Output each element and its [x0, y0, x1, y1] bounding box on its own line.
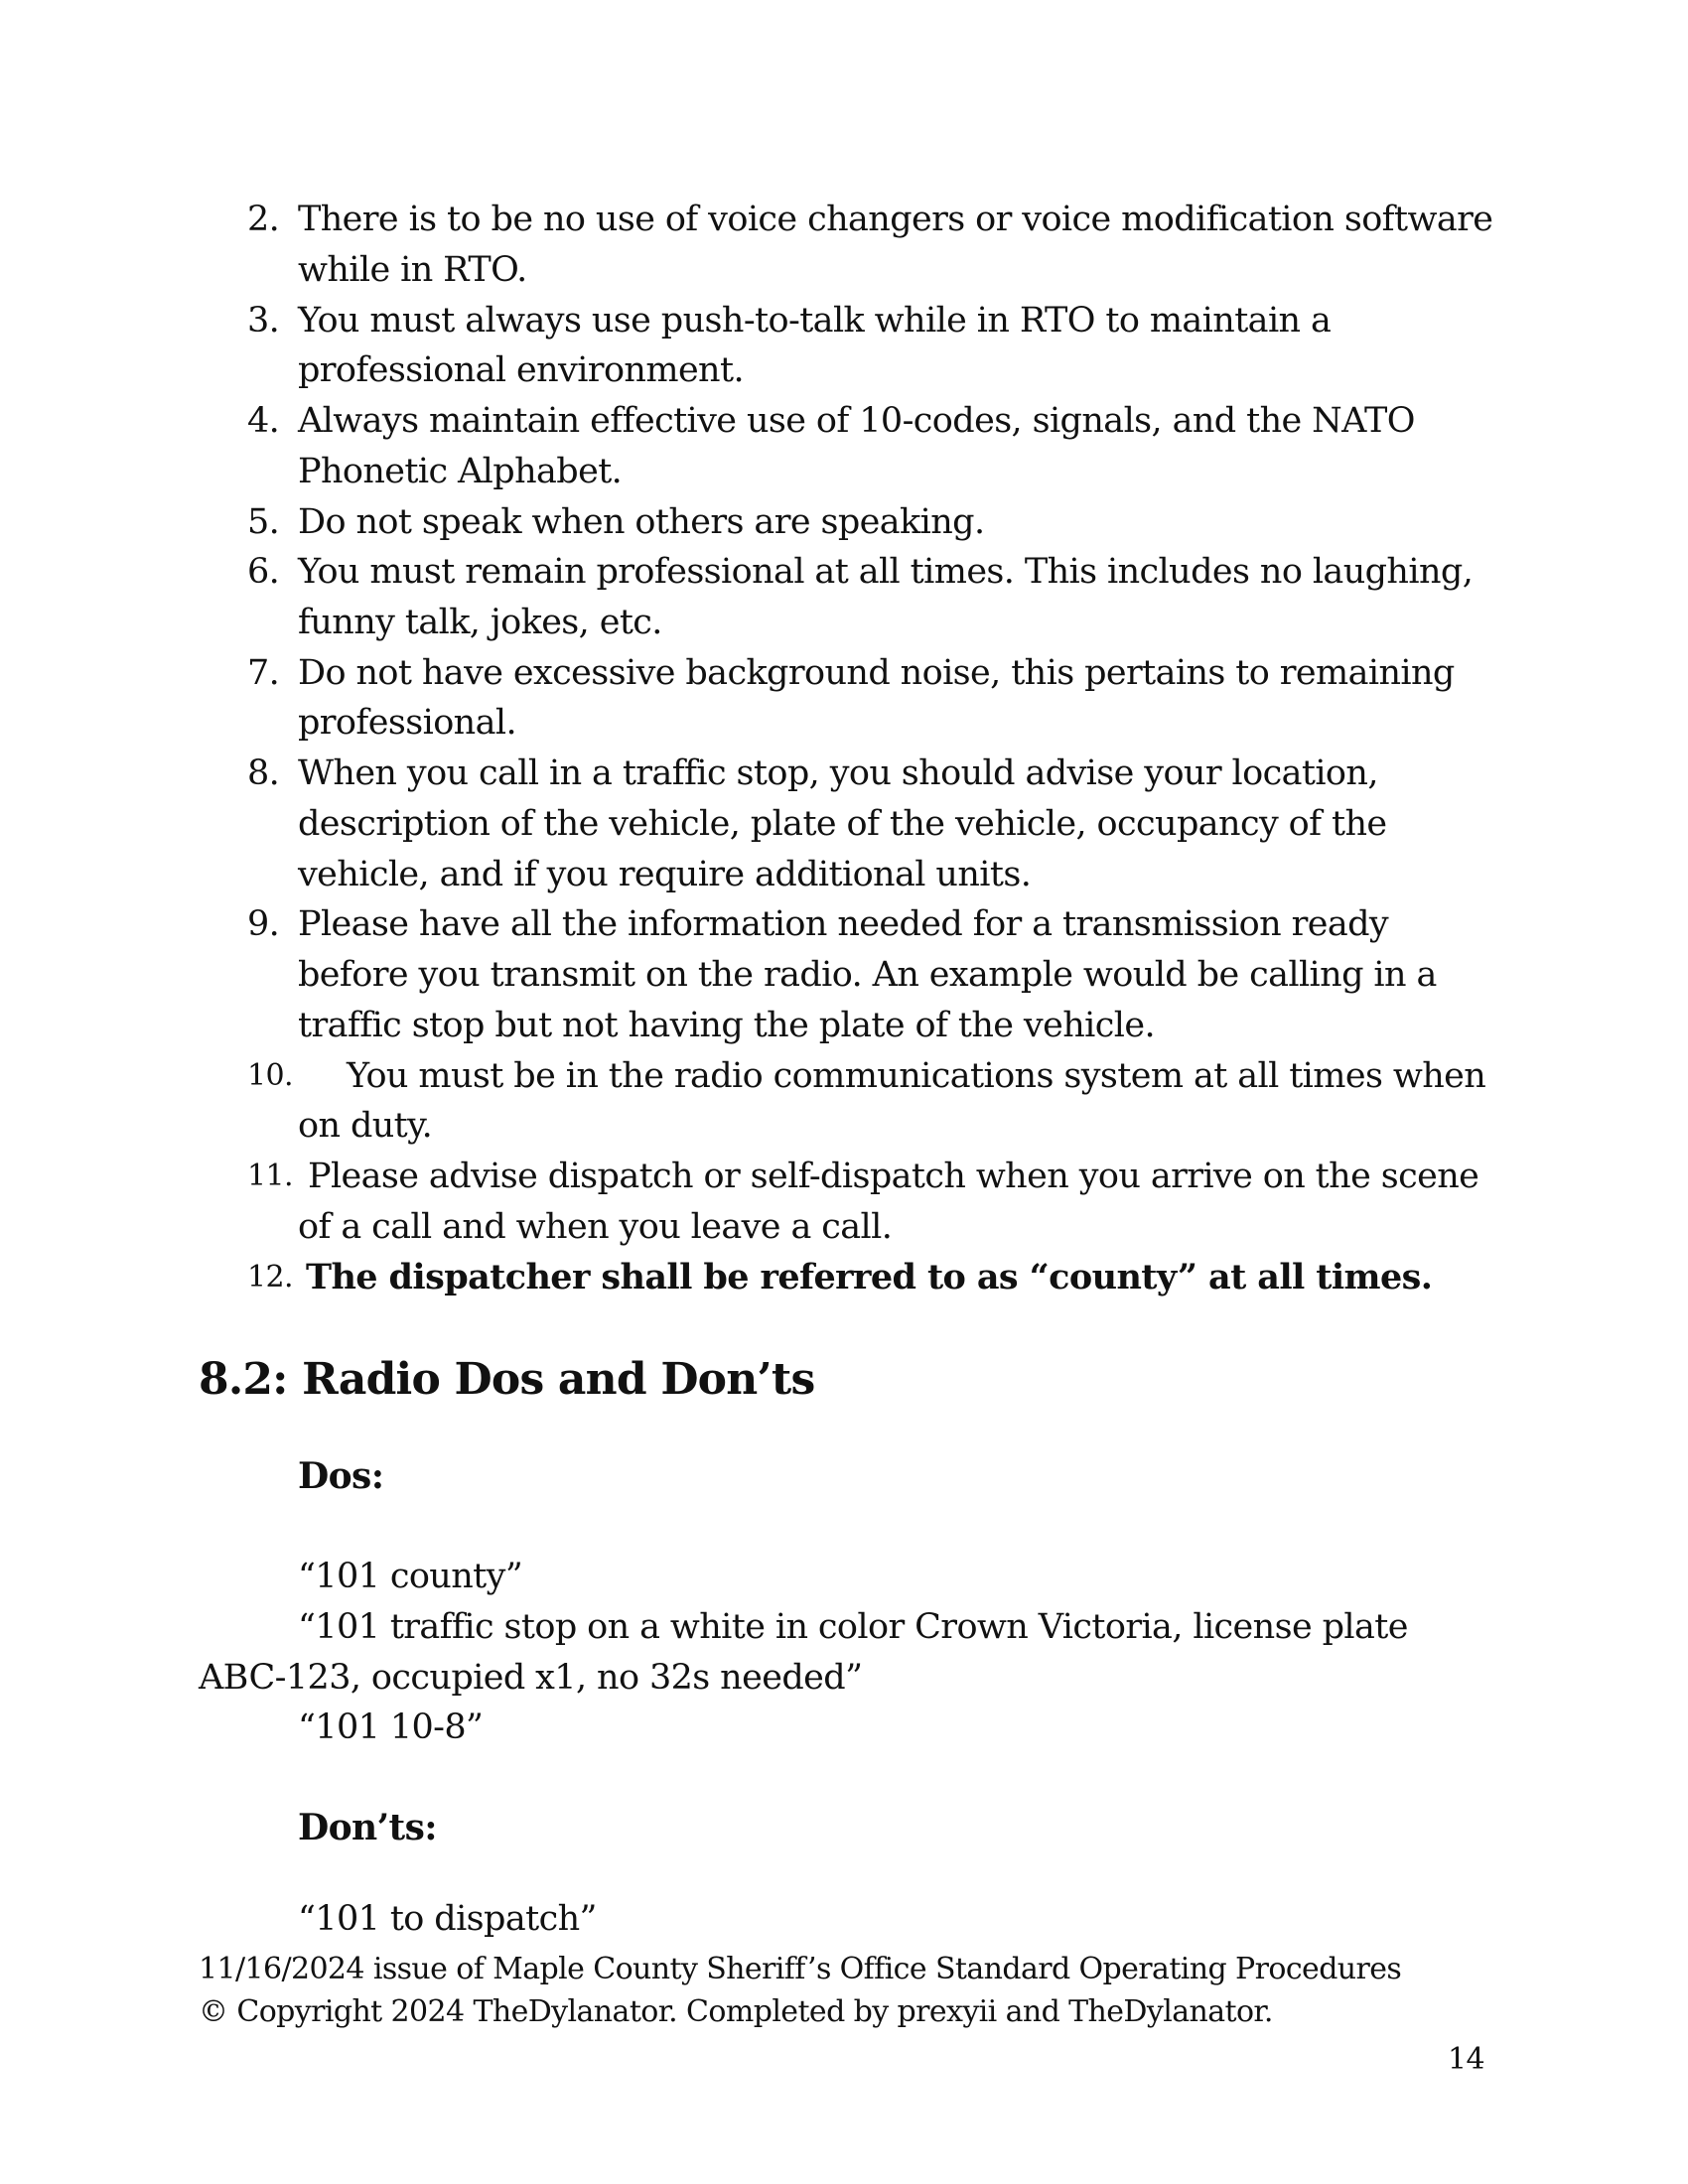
list-item-text: You must remain professional at all times. This includes no laughing, — [298, 552, 1474, 592]
list-item-text: Please advise dispatch or self-dispatch when you arrive on the scene — [308, 1157, 1479, 1196]
list-number: 12. — [247, 1260, 293, 1295]
list-item-text: Do not have excessive background noise, this pertains to remaining — [298, 653, 1455, 693]
list-item-text: while in RTO. — [298, 250, 527, 290]
section-heading: 8.2: Radio Dos and Don’ts — [199, 1354, 815, 1405]
list-number: 6. — [247, 552, 280, 592]
list-number: 11. — [247, 1159, 293, 1193]
list-item-text: Please have all the information needed for a transmission ready — [298, 904, 1389, 944]
list-number: 4. — [247, 401, 280, 441]
list-item-text: professional. — [298, 703, 516, 743]
list-item-text: Phonetic Alphabet. — [298, 452, 623, 491]
list-item-text: Do not speak when others are speaking. — [298, 502, 985, 542]
donts-label: Don’ts: — [298, 1807, 437, 1848]
dos-example: “101 county” — [298, 1557, 523, 1596]
list-number: 9. — [247, 904, 280, 944]
footer-copyright-line: © Copyright 2024 TheDylanator. Completed by prexyii and TheDylanator. — [199, 1994, 1273, 2029]
list-number: 10. — [247, 1058, 293, 1093]
list-item-text: funny talk, jokes, etc. — [298, 603, 662, 642]
list-number: 5. — [247, 502, 280, 542]
list-item-text: vehicle, and if you require additional units. — [298, 855, 1032, 894]
list-item-text: Always maintain effective use of 10-codes, signals, and the NATO — [298, 401, 1415, 441]
list-item-text: professional environment. — [298, 350, 744, 390]
list-number: 7. — [247, 653, 280, 693]
list-item-text: You must be in the radio communications system at all times when — [347, 1056, 1486, 1096]
dos-example: “101 traffic stop on a white in color Crown Victoria, license plate — [298, 1607, 1408, 1647]
list-number: 3. — [247, 301, 280, 341]
dos-label: Dos: — [298, 1455, 384, 1497]
page-number: 14 — [1448, 2042, 1484, 2077]
dos-example: ABC-123, occupied x1, no 32s needed” — [199, 1658, 863, 1698]
list-number: 8. — [247, 753, 280, 793]
list-item-text: on duty. — [298, 1106, 433, 1146]
list-number: 2. — [247, 200, 280, 239]
footer-issue-line: 11/16/2024 issue of Maple County Sheriff’s Office Standard Operating Procedures — [199, 1952, 1402, 1986]
list-item-text-bold: The dispatcher shall be referred to as “county” at all times. — [306, 1257, 1433, 1297]
list-item-text: You must always use push-to-talk while in RTO to maintain a — [298, 301, 1332, 341]
list-item-text: of a call and when you leave a call. — [298, 1207, 893, 1247]
list-item-text: traffic stop but not having the plate of the vehicle. — [298, 1006, 1155, 1045]
list-item-text: There is to be no use of voice changers or voice modification software — [298, 200, 1493, 239]
list-item-text: description of the vehicle, plate of the vehicle, occupancy of the — [298, 804, 1387, 844]
dos-example: “101 10-8” — [298, 1707, 484, 1747]
list-item-text: before you transmit on the radio. An example would be calling in a — [298, 955, 1437, 995]
donts-example: “101 to dispatch” — [298, 1899, 597, 1939]
list-item-text: When you call in a traffic stop, you should advise your location, — [298, 753, 1378, 793]
